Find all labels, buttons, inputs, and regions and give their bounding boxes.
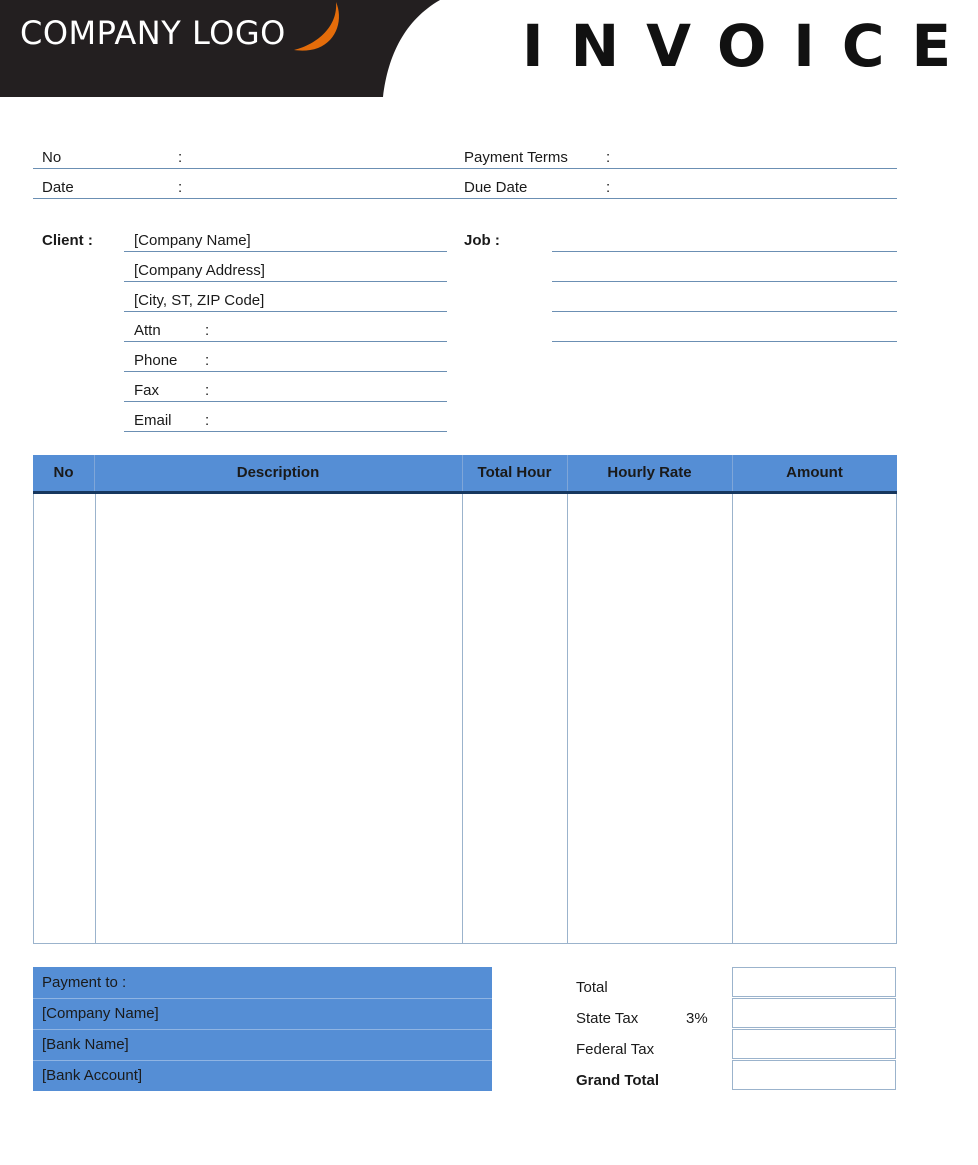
- job-label: Job :: [464, 232, 500, 249]
- payment-bank-account: [Bank Account]: [42, 1067, 143, 1084]
- payment-terms-label: Payment Terms: [464, 149, 568, 166]
- column-divider: [732, 455, 733, 491]
- client-city-line: [City, ST, ZIP Code]: [134, 292, 265, 309]
- client-line: [124, 251, 447, 252]
- grand-total-value-box: [732, 1060, 896, 1090]
- invoice-title: INVOICE: [522, 12, 978, 80]
- payment-bank-name: [Bank Name]: [42, 1036, 129, 1053]
- column-divider: [567, 494, 568, 943]
- no-label: No: [42, 149, 62, 166]
- fax-colon: :: [205, 382, 210, 399]
- column-header-total-hour: Total Hour: [477, 464, 552, 481]
- payment-company-name: [Company Name]: [42, 1005, 159, 1022]
- client-line: [124, 431, 447, 432]
- items-table-body: [33, 494, 897, 944]
- federal-tax-value-box: [732, 1029, 896, 1059]
- column-header-no: No: [53, 464, 74, 481]
- total-label: Total: [576, 979, 608, 996]
- client-company-address: [Company Address]: [134, 262, 265, 279]
- phone-colon: :: [205, 352, 210, 369]
- state-tax-rate: 3%: [686, 1010, 708, 1027]
- job-line: [552, 251, 897, 252]
- column-header-description: Description: [236, 464, 320, 481]
- fax-label: Fax: [134, 382, 160, 399]
- total-value-box: [732, 967, 896, 997]
- job-line: [552, 341, 897, 342]
- attn-colon: :: [205, 322, 210, 339]
- client-label: Client :: [42, 232, 93, 249]
- email-colon: :: [205, 412, 210, 429]
- email-label: Email: [134, 412, 172, 429]
- column-header-hourly-rate: Hourly Rate: [607, 464, 692, 481]
- client-line: [124, 341, 447, 342]
- items-table-header: [33, 455, 897, 494]
- date-label: Date: [42, 179, 74, 196]
- state-tax-label: State Tax: [576, 1010, 639, 1027]
- grand-total-label: Grand Total: [576, 1072, 660, 1089]
- client-line: [124, 371, 447, 372]
- column-header-amount: Amount: [786, 464, 843, 481]
- state-tax-value-box: [732, 998, 896, 1028]
- column-divider: [94, 455, 95, 491]
- no-colon: :: [178, 149, 183, 166]
- client-line: [124, 311, 447, 312]
- client-company-name: [Company Name]: [134, 232, 251, 249]
- company-logo: COMPANY LOGO: [20, 14, 286, 52]
- column-divider: [567, 455, 568, 491]
- phone-label: Phone: [134, 352, 178, 369]
- column-divider: [732, 494, 733, 943]
- client-line: [124, 401, 447, 402]
- due-date-label: Due Date: [464, 179, 528, 196]
- divider: [33, 168, 897, 169]
- column-divider: [95, 494, 96, 943]
- column-divider: [462, 455, 463, 491]
- due-date-colon: :: [606, 179, 611, 196]
- payment-terms-colon: :: [606, 149, 611, 166]
- column-divider: [462, 494, 463, 943]
- payment-info-box: [33, 967, 492, 1091]
- date-colon: :: [178, 179, 183, 196]
- attn-label: Attn: [134, 322, 161, 339]
- job-line: [552, 311, 897, 312]
- job-line: [552, 281, 897, 282]
- payment-to-heading: Payment to :: [42, 974, 127, 991]
- client-line: [124, 281, 447, 282]
- federal-tax-label: Federal Tax: [576, 1041, 655, 1058]
- divider: [33, 198, 897, 199]
